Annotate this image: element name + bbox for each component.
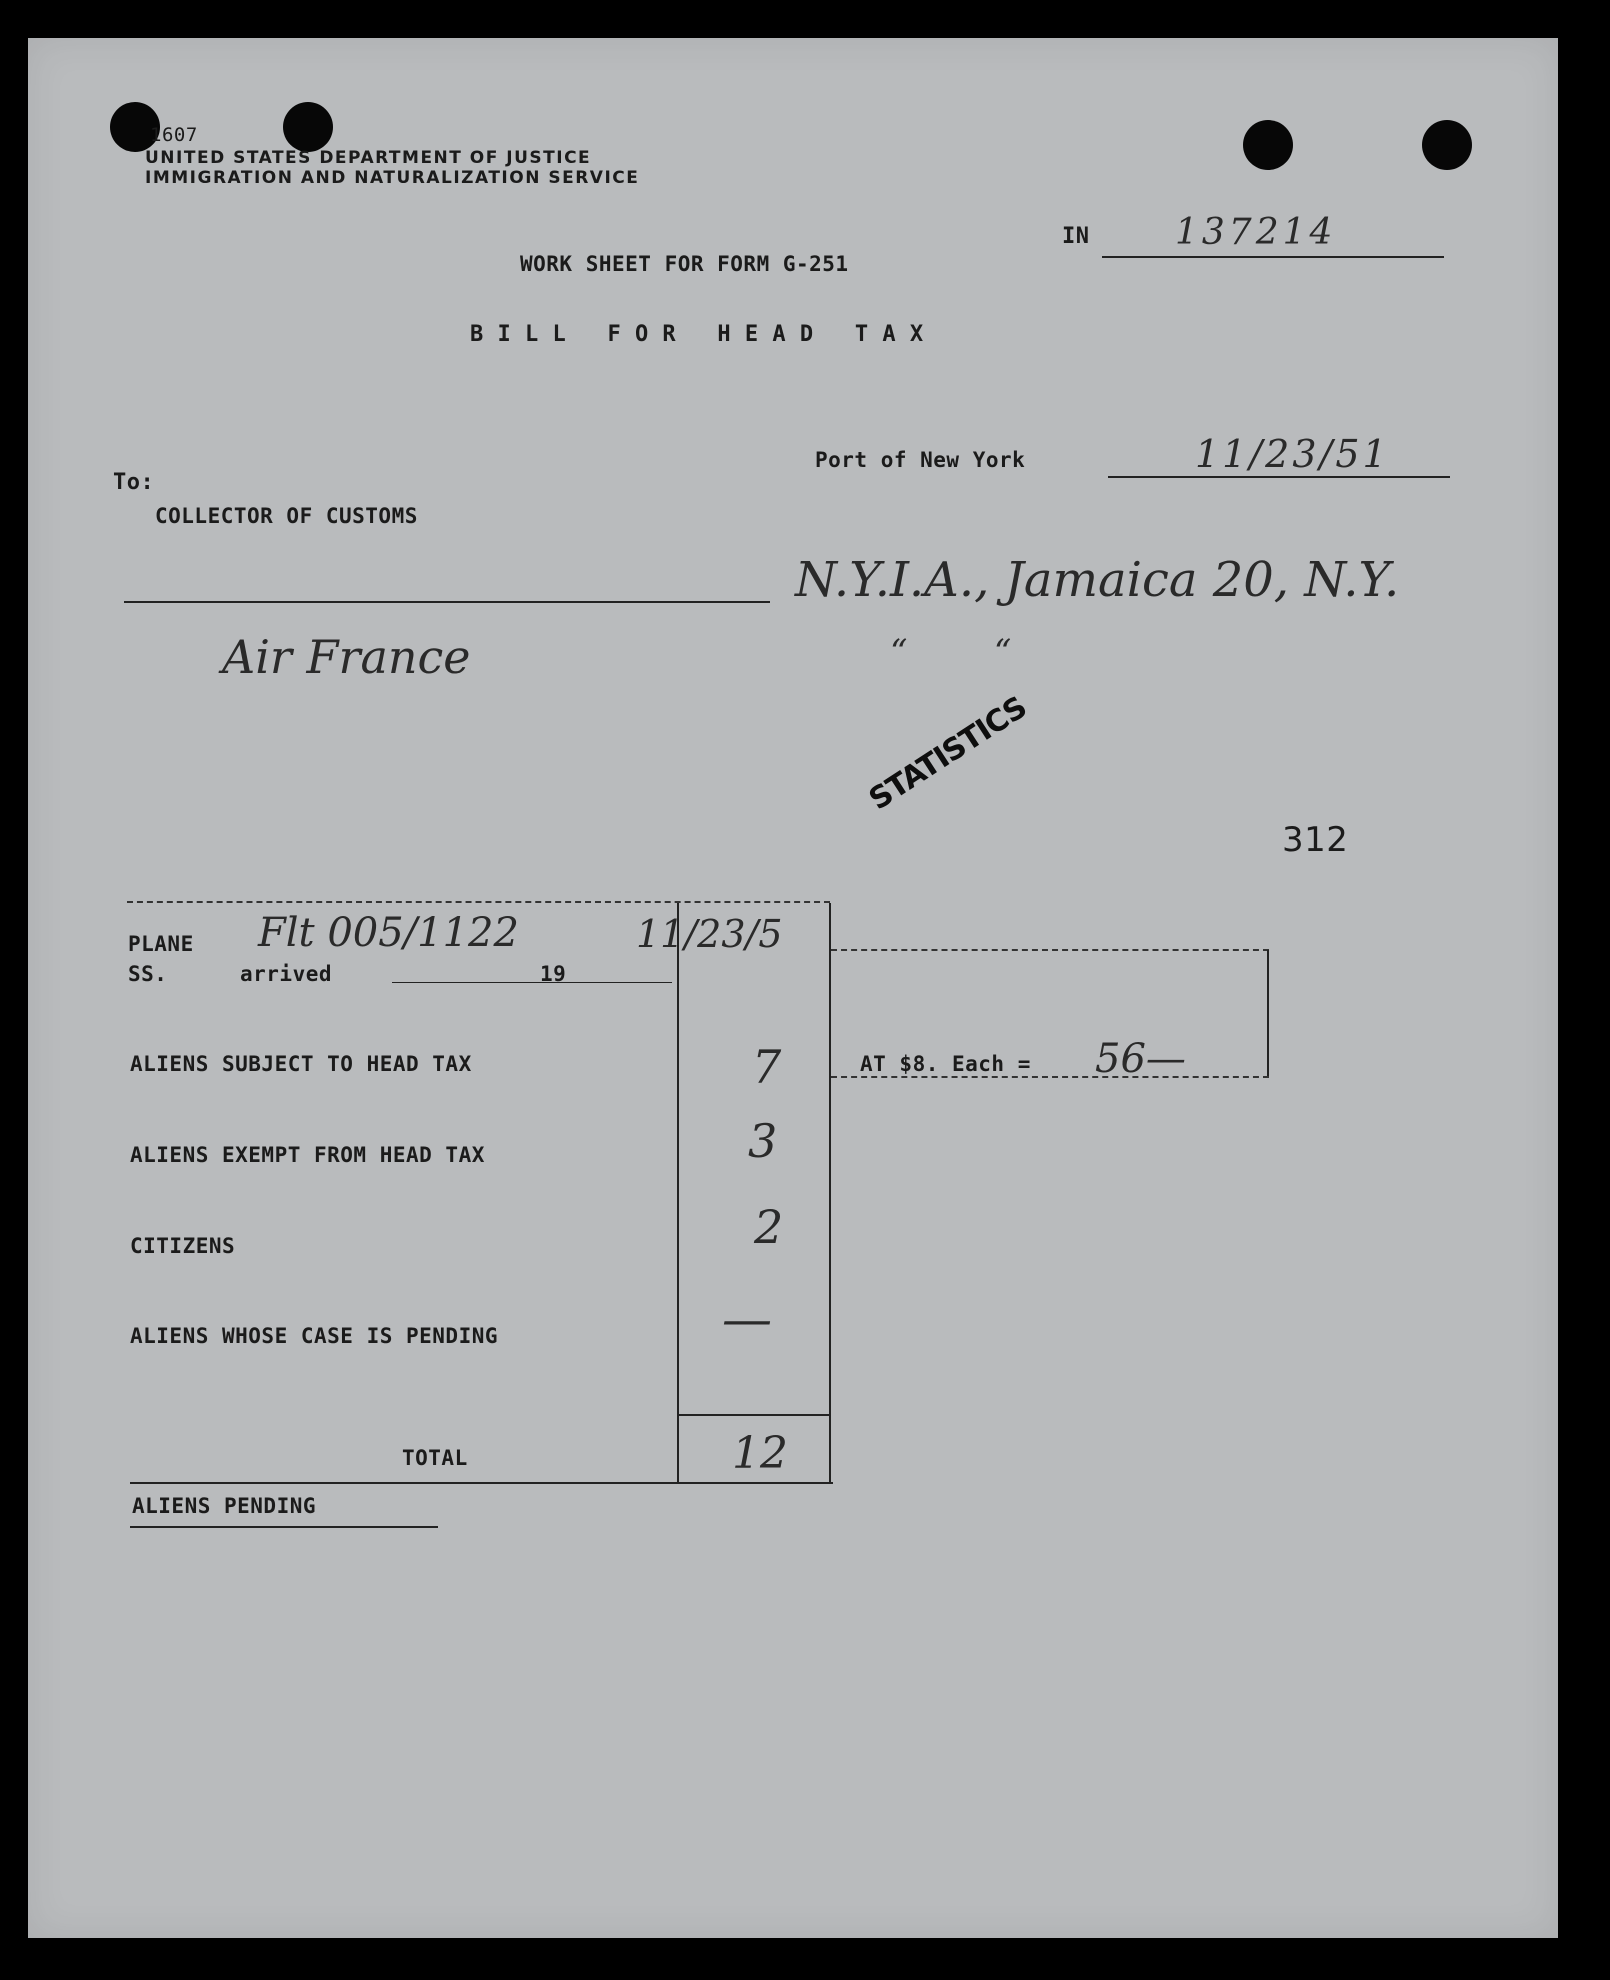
ss-label: SS. (128, 962, 168, 986)
row-value-pending: — (722, 1290, 772, 1348)
arrival-date-handwritten: 11/23/5 (636, 912, 783, 956)
plane-label: PLANE (128, 932, 194, 956)
addressee: COLLECTOR OF CUSTOMS (155, 504, 418, 528)
form-title: WORK SHEET FOR FORM G-251 (520, 252, 849, 276)
rate-box-right (1267, 950, 1269, 1078)
punch-hole (283, 102, 333, 152)
row-label-citizens: CITIZENS (130, 1234, 236, 1258)
table-bottom-border (130, 1482, 833, 1484)
row-value-exempt: 3 (748, 1114, 778, 1168)
table-top-border (127, 901, 830, 903)
punch-hole (1243, 120, 1293, 170)
in-number-underline (1102, 256, 1444, 258)
row-label-pending: ALIENS WHOSE CASE IS PENDING (130, 1324, 499, 1348)
address-line (124, 601, 770, 603)
port-label: Port of New York (815, 448, 1026, 472)
table-divider-left (677, 903, 679, 1483)
total-top-line (679, 1414, 831, 1416)
in-number: 137214 (1175, 212, 1337, 253)
arrived-underline (392, 982, 672, 983)
total-value: 12 (732, 1428, 788, 1479)
service-name: IMMIGRATION AND NATURALIZATION SERVICE (145, 168, 640, 188)
port-date: 11/23/51 (1195, 432, 1390, 476)
aliens-pending-underline (130, 1526, 438, 1528)
form-subtitle: B I L L F O R H E A D T A X (470, 322, 924, 347)
location-handwritten: N.Y.I.A., Jamaica 20, N.Y. (795, 552, 1400, 608)
rate-amount: 56— (1095, 1036, 1186, 1082)
form-number: 1607 (150, 124, 198, 146)
department-name: UNITED STATES DEPARTMENT OF JUSTICE (145, 148, 592, 168)
in-label: IN (1062, 224, 1090, 249)
row-value-citizens: 2 (754, 1200, 784, 1254)
row-label-subject: ALIENS SUBJECT TO HEAD TAX (130, 1052, 472, 1076)
row-value-subject: 7 (752, 1040, 782, 1094)
total-label: TOTAL (402, 1446, 468, 1470)
rate-label: AT $8. Each = (860, 1052, 1031, 1076)
punch-hole (1422, 120, 1472, 170)
ditto-marks: “ “ (890, 632, 1012, 672)
year-prefix: 19 (540, 962, 567, 986)
rate-box-bottom (831, 1076, 1269, 1078)
carrier-handwritten: Air France (222, 630, 471, 684)
flight-handwritten: Flt 005/1122 (258, 910, 519, 956)
statistics-stamp: STATISTICS (863, 690, 1033, 818)
row-label-exempt: ALIENS EXEMPT FROM HEAD TAX (130, 1143, 485, 1167)
port-date-underline (1108, 476, 1450, 478)
table-divider-right (829, 903, 831, 1483)
page-number: 312 (1282, 820, 1349, 860)
rate-box-top (831, 949, 1269, 951)
arrived-label: arrived (240, 962, 333, 986)
aliens-pending-label: ALIENS PENDING (132, 1494, 317, 1518)
to-label: To: (113, 470, 155, 495)
